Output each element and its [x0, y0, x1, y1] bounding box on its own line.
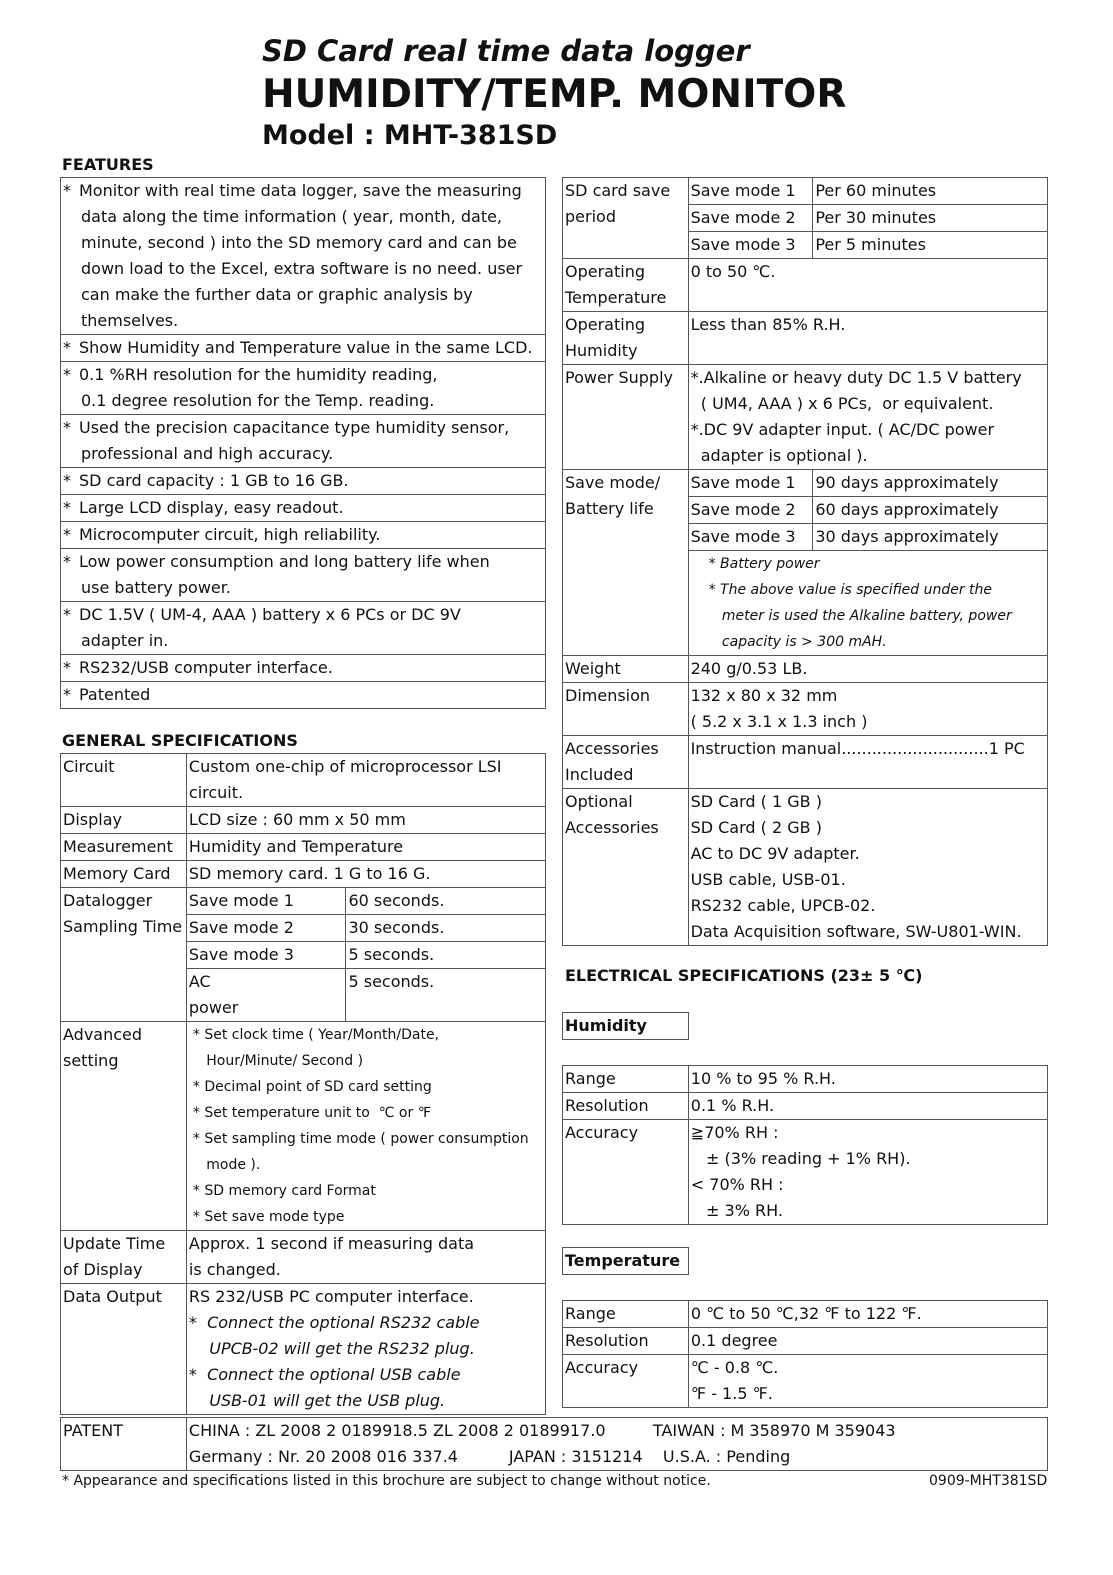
spec-value: LCD size : 60 mm x 50 mm: [186, 807, 545, 834]
spec-label: Range: [563, 1301, 689, 1328]
spec-value: Instruction manual.............................1 PC: [688, 736, 1047, 789]
save-value: Per 30 minutes: [813, 205, 1048, 232]
spec-label: Resolution: [563, 1328, 689, 1355]
spec-value: ≧70% RH : ± (3% reading + 1% RH). < 70% RH : ± 3% RH.: [688, 1120, 1047, 1225]
advanced-list: * Set clock time ( Year/Month/Date, Hour/Minute/ Second ) * Decimal point of SD card setting * Set temperature unit to ℃ or ℉ * Set sampling time mode ( power consumption mode ). * SD memory card Format * Set save mode type: [186, 1022, 545, 1231]
spec-value: RS 232/USB PC computer interface. * Connect the optional RS232 cable UPCB-02 will get the RS232 plug. * Connect the optional USB cable USB-01 will get the USB plug.: [186, 1284, 545, 1415]
sampling-value: 5 seconds.: [346, 942, 546, 969]
spec-row-measurement: [61, 834, 546, 861]
feature-text: * 0.1 %RH resolution for the humidity reading, 0.1 degree resolution for the Temp. reading.: [61, 362, 546, 415]
feature-text: * Low power consumption and long battery life when use battery power.: [61, 549, 546, 602]
spec-label: Advanced setting: [61, 1022, 187, 1231]
temperature-table: [562, 1300, 1048, 1408]
spec-row-circuit: [61, 754, 546, 807]
patent-china: CHINA : ZL 2008 2 0189918.5 ZL 2008 2 0189917.0: [188, 1421, 606, 1440]
spec-value: 0.1 degree: [688, 1328, 1047, 1355]
spec-value: SD Card ( 1 GB ) SD Card ( 2 GB ) AC to DC 9V adapter. USB cable, USB-01. RS232 cable, UPCB-02. Data Acquisition software, SW-U801-WIN.: [688, 789, 1047, 946]
save-value: Per 5 minutes: [813, 232, 1048, 259]
temperature-label-box: [562, 1247, 689, 1275]
spec-label: Circuit: [61, 754, 187, 807]
temperature-heading: Temperature: [563, 1248, 689, 1275]
model-number: Model : MHT-381SD: [262, 120, 558, 151]
spec-value: Humidity and Temperature: [186, 834, 545, 861]
battery-mode: Save mode 2: [688, 497, 813, 524]
battery-mode: Save mode 3: [688, 524, 813, 551]
electrical-heading: ELECTRICAL SPECIFICATIONS (23± 5 ℃): [565, 966, 923, 985]
patent-germany: Germany : Nr. 20 2008 016 337.4: [188, 1447, 458, 1466]
spec-label: Resolution: [563, 1093, 689, 1120]
patent-label: PATENT: [61, 1418, 187, 1471]
feature-item: [61, 495, 546, 522]
battery-mode: Save mode 1: [688, 470, 813, 497]
spec-row-weight: [563, 656, 1048, 683]
spec-row-battery: [563, 470, 1048, 497]
spec-row-op-humidity: [563, 312, 1048, 365]
battery-value: 30 days approximately: [813, 524, 1048, 551]
spec-label: Data Output: [61, 1284, 187, 1415]
feature-text: * Patented: [61, 682, 546, 709]
spec-label: Weight: [563, 656, 689, 683]
feature-text: * SD card capacity : 1 GB to 16 GB.: [61, 468, 546, 495]
features-heading: FEATURES: [62, 155, 154, 174]
battery-value: 60 days approximately: [813, 497, 1048, 524]
feature-item: [61, 178, 546, 335]
spec-row-advanced: [61, 1022, 546, 1231]
feature-item: [61, 549, 546, 602]
save-value: Per 60 minutes: [813, 178, 1048, 205]
feature-text: * Monitor with real time data logger, save the measuring data along the time information ( year, month, date, minute, second ) into the SD memory card and can be down load to the Excel, extra software is no need. user can make the further data or graphic analysis by themselves.: [61, 178, 546, 335]
spec-value: 10 % to 95 % R.H.: [688, 1066, 1047, 1093]
spec-value: 132 x 80 x 32 mm ( 5.2 x 3.1 x 1.3 inch ): [688, 683, 1047, 736]
spec-label: Operating Humidity: [563, 312, 689, 365]
spec-row-save-period: [563, 178, 1048, 205]
spec-label: Optional Accessories: [563, 789, 689, 946]
spec-row-update: [61, 1231, 546, 1284]
sampling-mode: Save mode 1: [186, 888, 346, 915]
patent-japan: JAPAN : 3151214: [508, 1447, 643, 1466]
spec-label: Accessories Included: [563, 736, 689, 789]
sampling-value: 60 seconds.: [346, 888, 546, 915]
sampling-mode: Save mode 2: [186, 915, 346, 942]
spec-row-dimension: [563, 683, 1048, 736]
feature-text: * Show Humidity and Temperature value in the same LCD.: [61, 335, 546, 362]
humidity-heading: Humidity: [563, 1013, 689, 1040]
spec-label: Update Time of Display: [61, 1231, 187, 1284]
spec-value: ℃ - 0.8 ℃. ℉ - 1.5 ℉.: [688, 1355, 1047, 1408]
feature-item: [61, 682, 546, 709]
spec-value: 0.1 % R.H.: [688, 1093, 1047, 1120]
disclaimer: * Appearance and specifications listed in this brochure are subject to change without notice.: [62, 1473, 711, 1489]
sampling-value: 30 seconds.: [346, 915, 546, 942]
spec-value: *.Alkaline or heavy duty DC 1.5 V battery ( UM4, AAA ) x 6 PCs, or equivalent. *.DC 9V adapter input. ( AC/DC power adapter is optional ).: [688, 365, 1047, 470]
doc-code: 0909-MHT381SD: [929, 1473, 1048, 1489]
feature-item: [61, 362, 546, 415]
save-mode: Save mode 3: [688, 232, 813, 259]
doc-title: HUMIDITY/TEMP. MONITOR: [262, 72, 847, 117]
feature-text: * Microcomputer circuit, high reliability.: [61, 522, 546, 549]
feature-item: [61, 335, 546, 362]
spec-label: Power Supply: [563, 365, 689, 470]
spec-label: Accuracy: [563, 1120, 689, 1225]
spec-label: Save mode/ Battery life: [563, 470, 689, 656]
spec-value: Custom one-chip of microprocessor LSI circuit.: [186, 754, 545, 807]
spec-value: Approx. 1 second if measuring data is changed.: [186, 1231, 545, 1284]
battery-notes: * Battery power * The above value is specified under the meter is used the Alkaline battery, power capacity is > 300 mAH.: [688, 551, 1047, 656]
spec-label: Accuracy: [563, 1355, 689, 1408]
spec-label: Datalogger Sampling Time: [61, 888, 187, 1022]
spec-label: Measurement: [61, 834, 187, 861]
spec-row-sampling: [61, 888, 546, 915]
spec-row-power: [563, 365, 1048, 470]
spec-label: Range: [563, 1066, 689, 1093]
sampling-mode: AC power: [186, 969, 346, 1022]
doc-subtitle: SD Card real time data logger: [262, 34, 750, 68]
patent-usa: U.S.A. : Pending: [662, 1447, 791, 1466]
patent-table: [60, 1417, 1048, 1471]
feature-text: * RS232/USB computer interface.: [61, 655, 546, 682]
spec-label: Dimension: [563, 683, 689, 736]
spec-label: Display: [61, 807, 187, 834]
save-mode: Save mode 1: [688, 178, 813, 205]
spec-row-memory: [61, 861, 546, 888]
humidity-label-box: [562, 1012, 689, 1040]
save-mode: Save mode 2: [688, 205, 813, 232]
general-spec-table: [60, 753, 546, 1415]
spec-value: Less than 85% R.H.: [688, 312, 1047, 365]
feature-item: [61, 602, 546, 655]
feature-item: [61, 468, 546, 495]
feature-text: * Used the precision capacitance type humidity sensor, professional and high accuracy.: [61, 415, 546, 468]
spec-row-op-temp: [563, 259, 1048, 312]
sampling-mode: Save mode 3: [186, 942, 346, 969]
spec-value: 240 g/0.53 LB.: [688, 656, 1047, 683]
feature-item: [61, 415, 546, 468]
spec-row-output: [61, 1284, 546, 1415]
spec-value: 0 ℃ to 50 ℃,32 ℉ to 122 ℉.: [688, 1301, 1047, 1328]
spec-row-accessories: [563, 736, 1048, 789]
sampling-value: 5 seconds.: [346, 969, 546, 1022]
battery-value: 90 days approximately: [813, 470, 1048, 497]
feature-text: * DC 1.5V ( UM-4, AAA ) battery x 6 PCs or DC 9V adapter in.: [61, 602, 546, 655]
feature-item: [61, 522, 546, 549]
spec-label: SD card save period: [563, 178, 689, 259]
patent-values: [186, 1418, 1047, 1471]
patent-taiwan: TAIWAN : M 358970 M 359043: [652, 1421, 896, 1440]
spec-row-display: [61, 807, 546, 834]
spec-row-optional: [563, 789, 1048, 946]
features-table: [60, 177, 546, 709]
right-spec-table: [562, 177, 1048, 946]
spec-label: Memory Card: [61, 861, 187, 888]
feature-text: * Large LCD display, easy readout.: [61, 495, 546, 522]
general-spec-heading: GENERAL SPECIFICATIONS: [62, 731, 298, 750]
spec-value: SD memory card. 1 G to 16 G.: [186, 861, 545, 888]
humidity-table: [562, 1065, 1048, 1225]
spec-label: Operating Temperature: [563, 259, 689, 312]
feature-item: [61, 655, 546, 682]
spec-value: 0 to 50 ℃.: [688, 259, 1047, 312]
